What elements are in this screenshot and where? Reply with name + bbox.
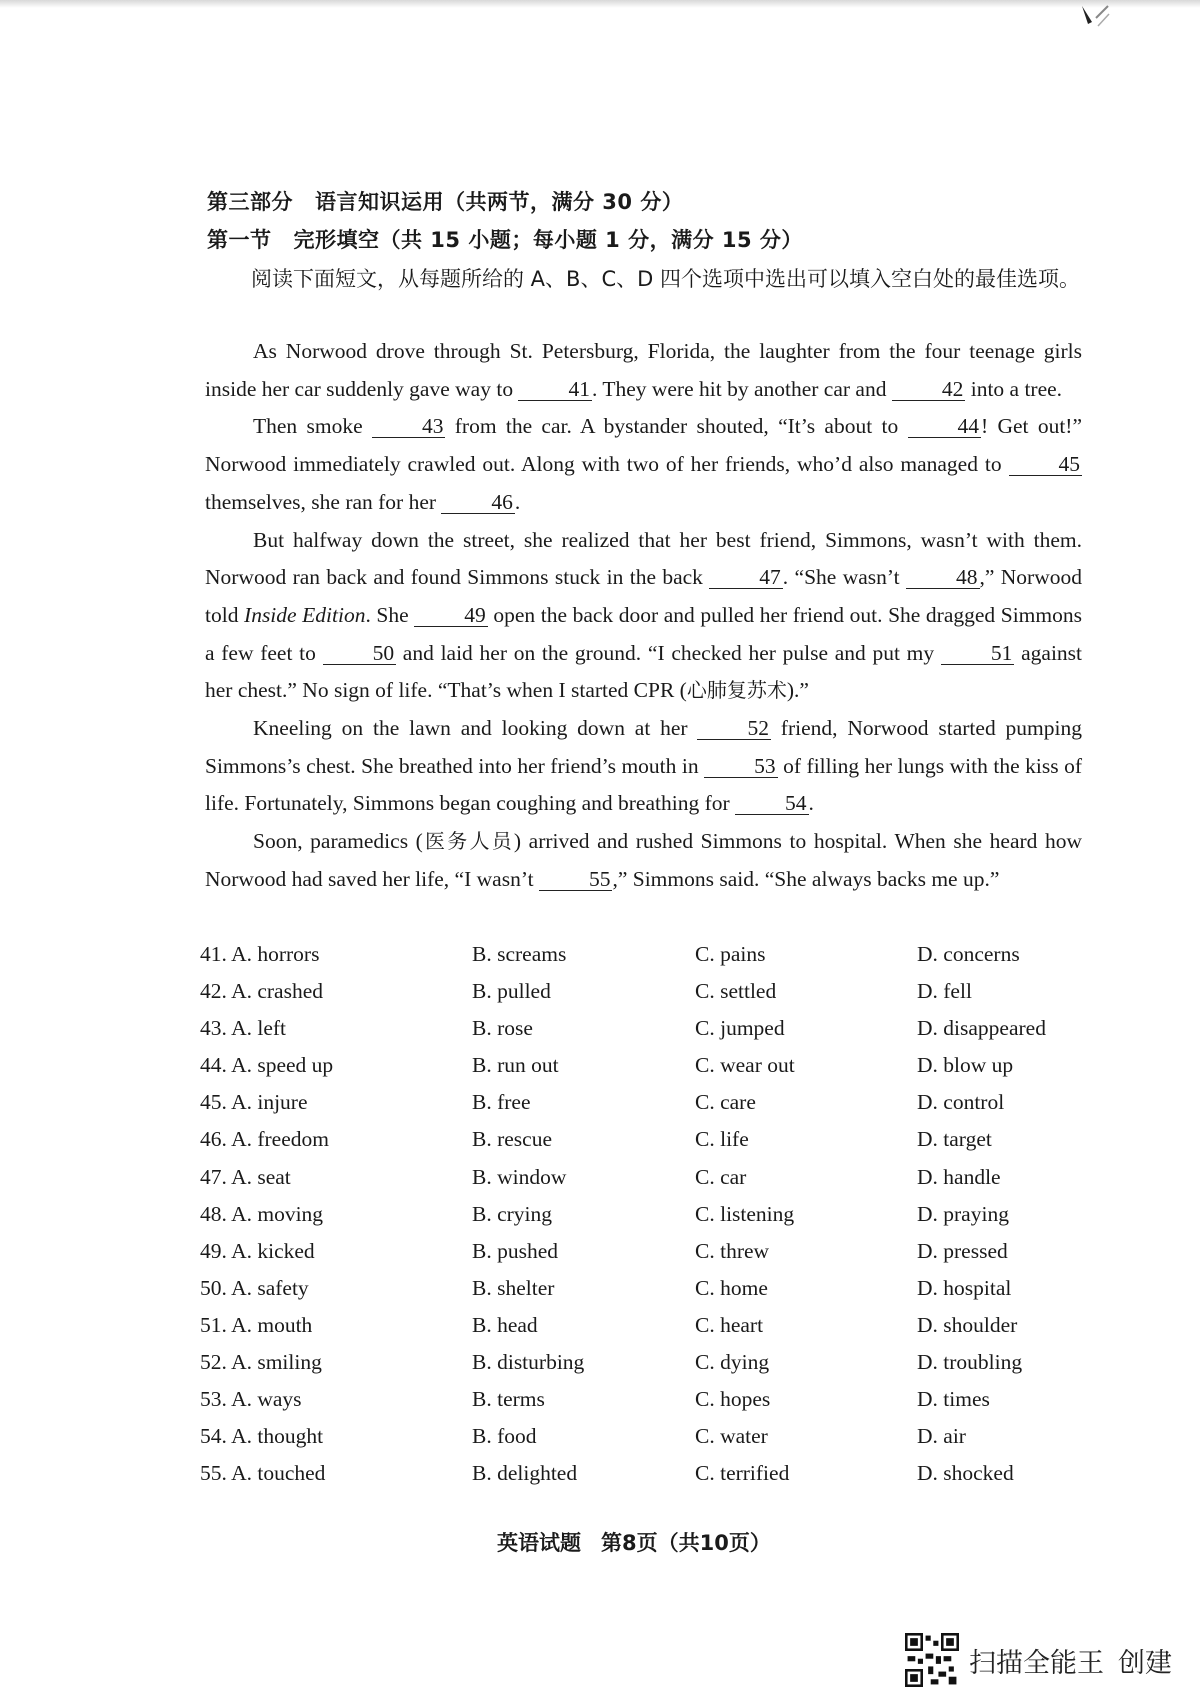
part-description: 语言知识运用（共两节，满分 30 分） (315, 190, 684, 214)
part-heading (207, 186, 683, 216)
option-b: B. head (472, 1312, 538, 1337)
option-c: C. care (695, 1090, 756, 1115)
option-row (200, 1461, 1100, 1498)
option-b: B. terms (472, 1387, 545, 1412)
blank-47: 47 (709, 566, 783, 589)
option-c: C. life (695, 1127, 749, 1152)
option-row (200, 942, 1100, 979)
option-row (200, 1424, 1100, 1461)
passage-text: ) arrived and rushed Simmons to hospital. When she heard how Norwood had saved her life, “I wasn’t (205, 829, 1083, 891)
option-b: B. rescue (472, 1127, 552, 1152)
passage-text: . (808, 791, 814, 816)
option-c: C. hopes (695, 1387, 771, 1412)
option-b: B. disturbing (472, 1350, 585, 1375)
part-label: 第三部分 (207, 190, 293, 214)
option-d: D. concerns (917, 942, 1020, 966)
option-row (200, 1165, 1100, 1202)
passage-text: . “She wasn’t (782, 565, 906, 590)
blank-43: 43 (372, 415, 446, 438)
option-c: C. car (695, 1164, 747, 1189)
option-b: B. window (472, 1164, 567, 1189)
passage-text: . (514, 489, 521, 514)
cloze-passage (205, 333, 1082, 899)
blank-45: 45 (1009, 453, 1083, 476)
option-d: D. troubling (917, 1350, 1023, 1375)
option-c: C. terrified (695, 1461, 790, 1486)
option-a: 48. A. moving (200, 1201, 324, 1226)
option-row (200, 1313, 1100, 1350)
option-b: B. screams (472, 942, 567, 966)
footer-page-number: 第8页（共10页） (601, 1531, 771, 1555)
blank-51: 51 (941, 642, 1015, 665)
option-d: D. handle (917, 1164, 1001, 1189)
passage-text: from the car. A bystander shouted, “It’s about to (445, 414, 908, 439)
option-a: 44. A. speed up (200, 1053, 334, 1078)
option-a: 49. A. kicked (200, 1238, 315, 1263)
passage-text: into a tree. (965, 376, 1063, 401)
option-c: C. water (695, 1424, 768, 1449)
option-c: C. settled (695, 979, 777, 1004)
option-c: C. threw (695, 1238, 770, 1263)
footer-subject: 英语试题 (497, 1531, 581, 1555)
blank-52: 52 (697, 717, 771, 740)
blank-42: 42 (892, 378, 966, 401)
blank-49: 49 (414, 604, 488, 627)
option-c: C. home (695, 1275, 768, 1300)
option-b: B. rose (472, 1016, 533, 1041)
passage-text: As Norwood drove through St. Petersburg, Florida, the laughter from the four teenage girls inside her car suddenly gave way to (205, 339, 1082, 401)
watermark-text (969, 1641, 1172, 1680)
option-d: D. times (917, 1387, 990, 1412)
option-a: 46. A. freedom (200, 1127, 329, 1152)
option-a: 55. A. touched (200, 1461, 326, 1486)
option-d: D. pressed (917, 1238, 1008, 1263)
option-row (200, 1350, 1100, 1387)
passage-text: against her chest.” No sign of life. “That’s when I started CPR ( (205, 640, 1083, 703)
passage-text: But halfway down the street, she realized that her best friend, Simmons, wasn’t with them. Norwood ran back and found Simmons stuck in the back (205, 527, 1082, 590)
chinese-gloss: 心肺复苏术 (686, 678, 787, 703)
passage-text: . They were hit by another car and (591, 376, 892, 401)
passage-text: . She (365, 602, 415, 627)
option-a: 41. A. horrors (200, 942, 320, 966)
option-row (200, 979, 1100, 1016)
publication-name: Inside Edition (244, 602, 366, 627)
watermark-app-name: 扫描全能王 (969, 1647, 1104, 1679)
answer-options (200, 942, 1100, 1498)
page-footer (497, 1527, 771, 1557)
instructions (207, 260, 1082, 298)
option-row (200, 1053, 1100, 1090)
option-b: B. pulled (472, 979, 551, 1004)
option-c: C. wear out (695, 1053, 795, 1078)
option-b: B. shelter (472, 1275, 555, 1300)
option-row (200, 1090, 1100, 1127)
option-a: 45. A. injure (200, 1090, 308, 1115)
scanner-watermark (905, 1632, 1172, 1688)
option-row (200, 1239, 1100, 1276)
chinese-gloss: 医务人员 (422, 829, 514, 854)
option-a: 54. A. thought (200, 1424, 324, 1449)
section-description: 完形填空（共 15 小题；每小题 1 分，满分 15 分） (293, 228, 803, 252)
passage-text: Soon, paramedics ( (253, 829, 423, 854)
option-c: C. pains (695, 942, 766, 966)
passage-text: Then smoke (253, 414, 372, 439)
passage-text: ! Get out!” Norwood immediately crawled out. Along with two of her friends, who’d also managed to (205, 414, 1083, 477)
passage-text: ,” Norwood told (205, 565, 1082, 627)
option-a: 52. A. smiling (200, 1350, 322, 1375)
option-row (200, 1202, 1100, 1239)
blank-53: 53 (704, 755, 778, 778)
option-b: B. crying (472, 1201, 553, 1226)
option-d: D. hospital (917, 1275, 1012, 1300)
option-d: D. control (917, 1090, 1005, 1115)
section-label: 第一节 (207, 228, 272, 252)
blank-41: 41 (518, 378, 592, 401)
option-d: D. fell (917, 979, 972, 1004)
option-a: 47. A. seat (200, 1164, 291, 1189)
option-c: C. jumped (695, 1016, 785, 1041)
paragraph-1 (205, 333, 1082, 408)
option-b: B. pushed (472, 1238, 558, 1263)
option-d: D. praying (917, 1201, 1009, 1226)
blank-54: 54 (735, 792, 809, 815)
instructions-text: 阅读下面短文，从每题所给的 A、B、C、D 四个选项中选出可以填入空白处的最佳选项。 (251, 267, 1080, 291)
blank-44: 44 (908, 415, 982, 438)
option-a: 50. A. safety (200, 1275, 309, 1300)
passage-text: of filling her lungs with the kiss of life. Fortunately, Simmons began coughing and breathing for (205, 753, 1082, 816)
option-d: D. shocked (917, 1461, 1014, 1486)
option-row (200, 1276, 1100, 1313)
option-a: 51. A. mouth (200, 1312, 313, 1337)
paragraph-5 (205, 823, 1082, 898)
option-c: C. dying (695, 1350, 770, 1375)
option-d: D. shoulder (917, 1312, 1018, 1337)
option-a: 53. A. ways (200, 1387, 302, 1412)
option-d: D. disappeared (917, 1016, 1046, 1041)
option-row (200, 1387, 1100, 1424)
paragraph-3 (205, 522, 1082, 711)
blank-48: 48 (906, 566, 980, 589)
option-row (200, 1127, 1100, 1164)
blank-46: 46 (441, 491, 515, 514)
section-heading (207, 224, 803, 254)
passage-text: and laid her on the ground. “I checked her pulse and put my (396, 640, 941, 665)
passage-text: Kneeling on the lawn and looking down at her (253, 716, 698, 741)
blank-55: 55 (539, 868, 613, 891)
passage-text: open the back door and pulled her friend out. She dragged Simmons a few feet to (205, 602, 1082, 665)
option-a: 43. A. left (200, 1016, 286, 1041)
option-row (200, 1016, 1100, 1053)
passage-text: ).” (786, 678, 809, 703)
option-b: B. free (472, 1090, 531, 1115)
blank-50: 50 (323, 642, 397, 665)
option-b: B. delighted (472, 1461, 578, 1486)
watermark-action: 创建 (1118, 1647, 1172, 1679)
passage-text: friend, Norwood started pumping Simmons’s chest. She breathed into her friend’s mouth in (205, 716, 1082, 778)
paragraph-4 (205, 710, 1082, 823)
qr-code-icon (905, 1633, 959, 1687)
option-d: D. blow up (917, 1053, 1014, 1078)
passage-text: themselves, she ran for her (205, 489, 442, 514)
option-d: D. target (917, 1127, 992, 1152)
option-b: B. run out (472, 1053, 559, 1078)
option-a: 42. A. crashed (200, 979, 323, 1004)
option-d: D. air (917, 1424, 966, 1449)
option-b: B. food (472, 1424, 537, 1449)
option-c: C. listening (695, 1201, 795, 1226)
option-c: C. heart (695, 1312, 764, 1337)
paragraph-2 (205, 408, 1082, 521)
passage-text: ,” Simmons said. “She always backs me up.” (612, 866, 1000, 891)
